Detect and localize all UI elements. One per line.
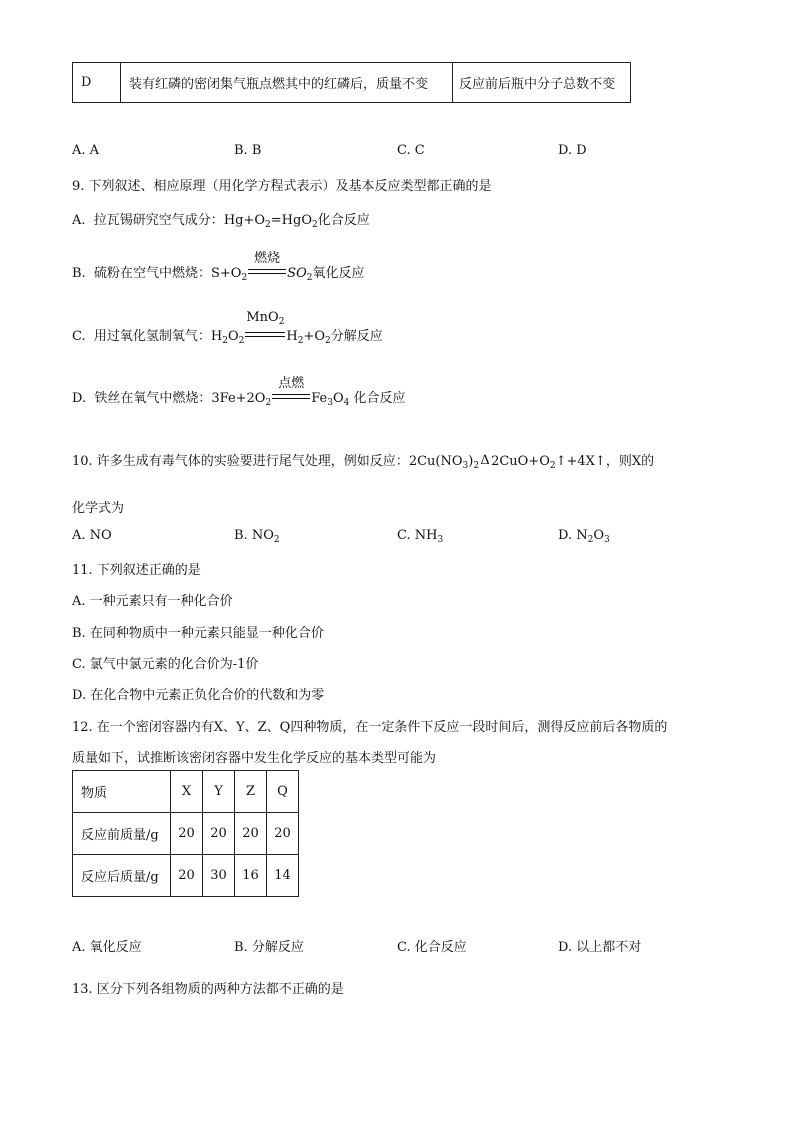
row-letter: D	[73, 63, 121, 103]
q11-option-a: A. 一种元素只有一种化合价	[72, 594, 233, 609]
q8-table-row-d	[72, 62, 631, 103]
row-description: 装有红磷的密闭集气瓶点燃其中的红磷后，质量不变	[121, 63, 453, 103]
cell: 20	[203, 813, 235, 855]
cell: 14	[267, 855, 299, 897]
q10-stem: 10. 许多生成有毒气体的实验要进行尾气处理，例如反应：$2Cu(NO_3)_2$ Δ $2CuO+O_2↑+4X↑$，则X的	[72, 453, 655, 471]
cell: 16	[235, 855, 267, 897]
q12-mass-table	[72, 770, 299, 897]
option-d: D. $N_2O_3$	[558, 528, 610, 545]
table-header-q: Q	[267, 771, 299, 813]
table-row	[73, 855, 299, 897]
option-a: A. 氧化反应	[72, 940, 142, 955]
q9-option-b: B. 硫粉在空气中燃烧：$S+O_2$ 燃烧 $SO_2$氧化反应	[72, 251, 365, 283]
option-b: B. $NO_2$	[234, 528, 280, 545]
q11-option-d: D. 在化合物中元素正负化合价的代数和为零	[72, 688, 325, 703]
q11-stem: 11. 下列叙述正确的是	[72, 563, 201, 578]
cell: 20	[171, 855, 203, 897]
cell: 30	[203, 855, 235, 897]
q11-option-c: C. 氯气中氯元素的化合价为-1价	[72, 657, 259, 672]
q9-option-a: A. 拉瓦锡研究空气成分：$Hg+O_2=HgO_2$化合反应	[72, 213, 370, 230]
table-header-substance: 物质	[73, 771, 171, 813]
row-label: 反应后质量/g	[73, 855, 171, 897]
table-row	[73, 813, 299, 855]
option-b: B. B	[234, 143, 262, 158]
q9-option-d: D. 铁丝在氧气中燃烧：$3Fe+2O_2$ 点燃 $Fe_3O_4$ 化合反应	[72, 376, 406, 408]
row-label: 反应前质量/g	[73, 813, 171, 855]
table-header-z: Z	[235, 771, 267, 813]
cell: 20	[235, 813, 267, 855]
option-c: C. $NH_3$	[397, 528, 444, 545]
cell: 20	[267, 813, 299, 855]
option-d: D. D	[558, 143, 587, 158]
q12-stem-line2: 质量如下，试推断该密闭容器中发生化学反应的基本类型可能为	[72, 751, 437, 766]
q11-option-b: B. 在同种物质中一种元素只能显一种化合价	[72, 626, 324, 641]
cell: 20	[171, 813, 203, 855]
q9-stem: 9. 下列叙述、相应原理（用化学方程式表示）及基本反应类型都正确的是	[72, 179, 492, 194]
q12-stem-line1: 12. 在一个密闭容器内有X、Y、Z、Q四种物质，在一定条件下反应一段时间后，测得反应前后各物质的	[72, 720, 668, 735]
option-c: C. C	[397, 143, 425, 158]
q9-option-c: C. 用过氧化氢制氧气：$H_2O_2$ MnO$_2$ $H_2+O_2$分解反应	[72, 310, 383, 346]
q13-stem: 13. 区分下列各组物质的两种方法都不正确的是	[72, 982, 344, 997]
option-d: D. 以上都不对	[558, 940, 642, 955]
option-b: B. 分解反应	[234, 940, 304, 955]
q10-stem-line2: 化学式为	[72, 501, 125, 516]
table-header-x: X	[171, 771, 203, 813]
table-header-y: Y	[203, 771, 235, 813]
option-c: C. 化合反应	[397, 940, 467, 955]
option-a: A. A	[72, 143, 100, 158]
row-conclusion: 反应前后瓶中分子总数不变	[453, 63, 631, 103]
option-a: A. NO	[72, 528, 112, 543]
